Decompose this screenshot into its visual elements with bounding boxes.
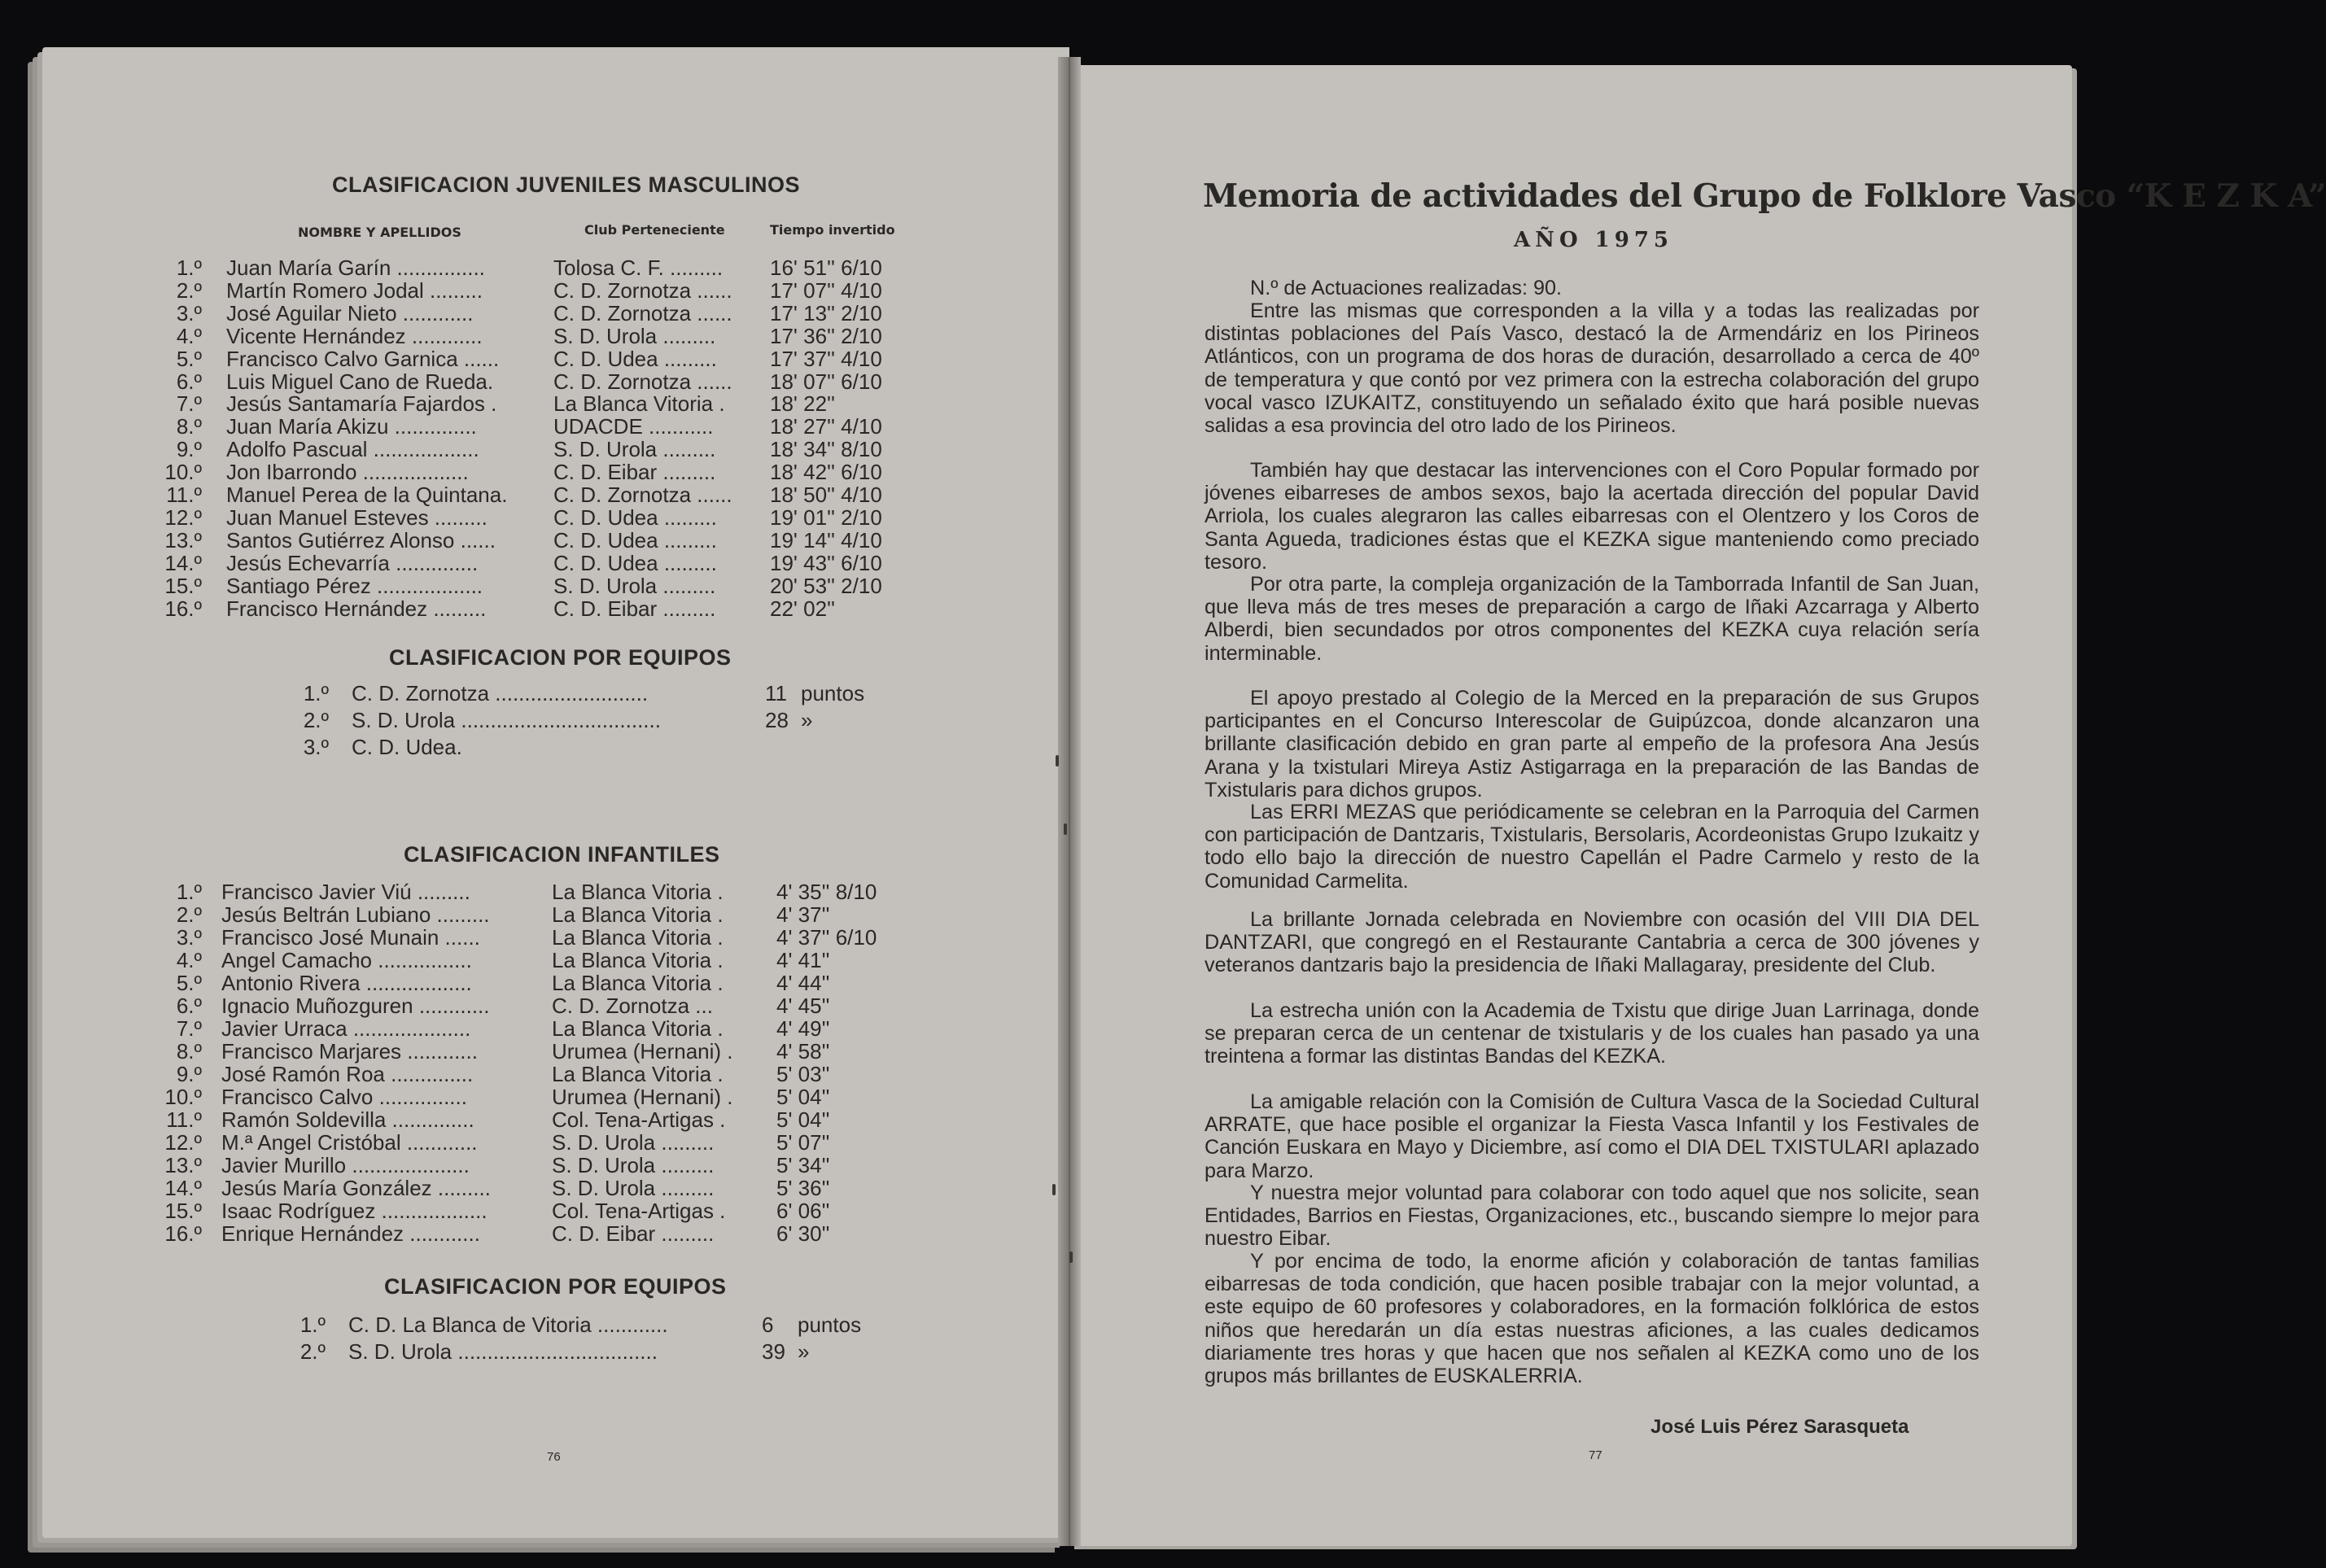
table-row bbox=[0, 415, 1058, 438]
table-row bbox=[0, 903, 1058, 926]
time-value: 18' 34'' 8/10 bbox=[770, 437, 882, 462]
athlete-name: Manuel Perea de la Quintana. bbox=[226, 483, 508, 507]
table-row bbox=[0, 972, 1058, 994]
table-row bbox=[0, 880, 1058, 903]
table-row bbox=[0, 1040, 1058, 1063]
author-signature: José Luis Pérez Sarasqueta bbox=[1650, 1416, 1909, 1438]
time-value: 6' 30'' bbox=[776, 1221, 830, 1246]
article-paragraph: El apoyo prestado al Colegio de la Merced en la preparación de sus Grupos participantes en el Concurso Interescolar de Guipúzcoa, donde alcanzaron una brillante clasificación debido en gran parte al empeño de la profesora Ana Jesús Arana y la txistulari Mireya Astiz Astigarraga en la preparación de las Bandas de Txistularis para dichos grupos. bbox=[1205, 687, 1979, 801]
table-row bbox=[0, 370, 1058, 393]
time-value: 17' 36'' 2/10 bbox=[770, 323, 882, 348]
club-name: La Blanca Vitoria . bbox=[552, 971, 724, 995]
athlete-name: Ramón Soldevilla .............. bbox=[221, 1107, 474, 1132]
athlete-name: José Ramón Roa .............. bbox=[221, 1062, 474, 1086]
table-row bbox=[0, 483, 1058, 506]
position: 5.º bbox=[176, 971, 202, 995]
time-value: 20' 53'' 2/10 bbox=[770, 573, 882, 598]
table-row bbox=[0, 1222, 1058, 1245]
table-row bbox=[0, 1177, 1058, 1199]
left-page-number: 76 bbox=[547, 1450, 561, 1464]
club-name: La Blanca Vitoria . bbox=[552, 880, 724, 904]
position: 3.º bbox=[176, 925, 202, 950]
time-value: 4' 45'' bbox=[776, 994, 830, 1018]
table-row bbox=[0, 1313, 1058, 1336]
position: 15.º bbox=[164, 1199, 202, 1223]
position: 12.º bbox=[164, 1130, 202, 1155]
club-name: C. D. Udea ......... bbox=[553, 527, 717, 553]
position: 3.º bbox=[303, 735, 329, 759]
article-paragraph: Por otra parte, la compleja organización de la Tamborrada Infantil de San Juan, que lleva más de tres meses de preparación a cargo de Iñaki Azcarraga y Alberto Alberdi, bien secundados por otros componentes del KEZKA cuya relación sería interminable. bbox=[1205, 573, 1979, 665]
club-name: C. D. Eibar ......... bbox=[552, 1221, 715, 1246]
table-row bbox=[0, 302, 1058, 325]
staple-mark bbox=[1056, 755, 1059, 767]
column-club-header: Club Perteneciente bbox=[584, 222, 725, 238]
column-time-header: Tiempo invertido bbox=[770, 222, 895, 238]
club-name: C. D. Eibar ......... bbox=[553, 460, 716, 485]
equipos-heading-1: CLASIFICACION POR EQUIPOS bbox=[389, 645, 732, 670]
club-name: UDACDE ........... bbox=[553, 414, 714, 439]
position: 15.º bbox=[164, 573, 202, 598]
position: 2.º bbox=[176, 277, 202, 303]
athlete-name: Isaac Rodríguez .................. bbox=[221, 1199, 487, 1223]
athlete-name: Francisco Marjares ............ bbox=[221, 1039, 478, 1064]
table-row bbox=[0, 1199, 1058, 1222]
position: 10.º bbox=[164, 1085, 202, 1109]
table-row bbox=[0, 552, 1058, 574]
article-year: AÑO 1975 bbox=[1514, 228, 1674, 252]
staple-mark bbox=[1052, 1184, 1056, 1195]
position: 1.º bbox=[176, 880, 202, 904]
athlete-name: Javier Murillo .................... bbox=[221, 1153, 470, 1177]
position: 11.º bbox=[166, 483, 202, 507]
club-name: S. D. Urola ......... bbox=[553, 323, 716, 348]
club-name: C. D. Udea ......... bbox=[553, 346, 717, 371]
book-spine bbox=[1058, 57, 1081, 1546]
position: 16.º bbox=[164, 1221, 202, 1246]
athlete-name: Juan María Garín ............... bbox=[226, 256, 485, 280]
club-name: S. D. Urola ......... bbox=[552, 1153, 715, 1177]
time-value: 18' 22'' bbox=[770, 391, 835, 417]
points-value: 39 bbox=[762, 1339, 785, 1364]
table-row bbox=[0, 438, 1058, 461]
position: 3.º bbox=[176, 300, 202, 325]
athlete-name: Adolfo Pascual .................. bbox=[226, 437, 479, 462]
article-paragraph: La brillante Jornada celebrada en Noviembre con ocasión del VIII DIA DEL DANTZARI, que congregó en el Restaurante Cantabria a cerca de 300 jóvenes y veteranos dantzaris bajo la presidencia de Iñaki Mallagaray, presidente del Club. bbox=[1205, 908, 1979, 977]
article-paragraph: Y por encima de todo, la enorme afición y colaboración de tantas familias eibarresas de toda condición, que hacen posible trabajar con la mejor voluntad, a este equipo de 60 profesores y colaboradores, en la formación folklórica de estos niños que heredarán un día estas nuestras aficiones, a las cuales dedicamos diariamente tres horas y que hacen que nos señalen al KEZKA como uno de los grupos más brillantes de EUSKALERRIA. bbox=[1205, 1250, 1979, 1388]
club-name: C. D. Eibar ......... bbox=[553, 596, 716, 621]
club-name: C. D. Udea ......... bbox=[553, 550, 717, 575]
club-name: Col. Tena-Artigas . bbox=[552, 1107, 726, 1132]
club-name: La Blanca Vitoria . bbox=[552, 1016, 724, 1041]
right-page-number: 77 bbox=[1589, 1448, 1602, 1462]
athlete-name: Enrique Hernández ............ bbox=[221, 1221, 480, 1246]
time-value: 5' 34'' bbox=[776, 1153, 830, 1177]
position: 11.º bbox=[166, 1107, 202, 1132]
infantiles-heading: CLASIFICACION INFANTILES bbox=[404, 842, 720, 867]
club-name: C. D. Zornotza ...... bbox=[553, 300, 732, 325]
table-row bbox=[0, 392, 1058, 415]
athlete-name: Angel Camacho ................ bbox=[221, 948, 472, 972]
table-row bbox=[0, 1017, 1058, 1040]
time-value: 4' 58'' bbox=[776, 1039, 830, 1064]
table-row bbox=[0, 709, 1058, 732]
table-row bbox=[0, 597, 1058, 620]
time-value: 17' 37'' 4/10 bbox=[770, 346, 882, 371]
position: 13.º bbox=[164, 1153, 202, 1177]
position: 5.º bbox=[176, 346, 202, 371]
position: 2.º bbox=[299, 1339, 326, 1364]
position: 2.º bbox=[176, 902, 202, 927]
club-name: C. D. Zornotza ...... bbox=[553, 369, 732, 394]
club-name: La Blanca Vitoria . bbox=[552, 1062, 724, 1086]
article-paragraph: También hay que destacar las intervenciones con el Coro Popular formado por jóvenes eibarreses de ambos sexos, bajo la acertada dirección del popular David Arriola, los cuales alegraron las calles eibarresas con el Olentzero y los Coros de Santa Agueda, tradiciones éstas que el KEZKA sigue manteniendo como preciado tesoro. bbox=[1205, 459, 1979, 574]
table-row bbox=[0, 1108, 1058, 1131]
time-value: 18' 07'' 6/10 bbox=[770, 369, 882, 394]
time-value: 5' 04'' bbox=[776, 1107, 830, 1132]
table-row bbox=[0, 256, 1058, 279]
table-row bbox=[0, 682, 1058, 705]
athlete-name: Luis Miguel Cano de Rueda. bbox=[226, 369, 494, 394]
table-row bbox=[0, 347, 1058, 370]
team-name: C. D. Udea. bbox=[352, 735, 462, 759]
staple-mark bbox=[1064, 823, 1067, 835]
time-value: 4' 44'' bbox=[776, 971, 830, 995]
article-paragraph: Entre las mismas que corresponden a la villa y a todas las realizadas por distintas poblaciones del País Vasco, destacó la de Armendáriz en los Pirineos Atlánticos, con un programa de dos horas de duración, desarrollado a cerca de 40º de temperatura y que contó por vez primera con la estrecha colaboración del grupo vocal vasco IZUKAITZ, constituyendo un señalado éxito que hará posible nuevas salidas a esa provincia del otro lado de los Pirineos. bbox=[1205, 299, 1979, 438]
athlete-name: Jesús María González ......... bbox=[221, 1176, 491, 1200]
time-value: 17' 13'' 2/10 bbox=[770, 300, 882, 325]
club-name: Urumea (Hernani) . bbox=[552, 1085, 733, 1109]
points-unit: puntos bbox=[801, 681, 865, 705]
time-value: 4' 37'' 6/10 bbox=[776, 925, 877, 950]
article-paragraph: La estrecha unión con la Academia de Txistu que dirige Juan Larrinaga, donde se preparan cerca de un centenar de txistularis y de los cuales han pasado ya una treintena a formar las distintas Bandas del KEZKA. bbox=[1205, 999, 1979, 1068]
staple-mark bbox=[1069, 1251, 1073, 1263]
athlete-name: Martín Romero Jodal ......... bbox=[226, 277, 483, 303]
position: 16.º bbox=[164, 596, 202, 621]
position: 4.º bbox=[176, 948, 202, 972]
article-paragraph: N.º de Actuaciones realizadas: 90. bbox=[1250, 277, 1563, 299]
time-value: 4' 37'' bbox=[776, 902, 830, 927]
club-name: La Blanca Vitoria . bbox=[552, 902, 724, 927]
points-unit: » bbox=[798, 1339, 810, 1364]
time-value: 4' 49'' bbox=[776, 1016, 830, 1041]
athlete-name: Antonio Rivera .................. bbox=[221, 971, 472, 995]
table-row bbox=[0, 994, 1058, 1017]
position: 1.º bbox=[176, 256, 202, 280]
table-row bbox=[0, 506, 1058, 529]
athlete-name: M.ª Angel Cristóbal ............ bbox=[221, 1130, 478, 1155]
position: 10.º bbox=[164, 460, 202, 485]
table-row bbox=[0, 1340, 1058, 1363]
points-value: 28 bbox=[765, 708, 789, 732]
athlete-name: Francisco Calvo Garnica ...... bbox=[226, 346, 500, 371]
table-row bbox=[0, 1085, 1058, 1108]
table-row bbox=[0, 461, 1058, 483]
time-value: 4' 41'' bbox=[776, 948, 830, 972]
table-row bbox=[0, 1131, 1058, 1154]
column-name-header: NOMBRE Y APELLIDOS bbox=[298, 225, 461, 240]
athlete-name: Francisco José Munain ...... bbox=[221, 925, 480, 950]
team-name: S. D. Urola .................................. bbox=[348, 1339, 658, 1364]
club-name: La Blanca Vitoria . bbox=[552, 948, 724, 972]
position: 13.º bbox=[164, 527, 202, 553]
table-row bbox=[0, 529, 1058, 552]
athlete-name: Vicente Hernández ............ bbox=[226, 323, 483, 348]
athlete-name: Francisco Javier Viú ......... bbox=[221, 880, 470, 904]
athlete-name: Juan María Akizu .............. bbox=[226, 414, 477, 439]
athlete-name: Francisco Hernández ......... bbox=[226, 596, 487, 621]
position: 12.º bbox=[164, 504, 202, 530]
time-value: 5' 36'' bbox=[776, 1176, 830, 1200]
points-unit: » bbox=[801, 708, 813, 732]
table-row bbox=[0, 279, 1058, 302]
club-name: C. D. Zornotza ... bbox=[552, 994, 713, 1018]
article-title: Memoria de actividades del Grupo de Folklore Vasco “K E Z K A” bbox=[1203, 177, 2326, 215]
time-value: 19' 43'' 6/10 bbox=[770, 550, 882, 575]
time-value: 18' 27'' 4/10 bbox=[770, 414, 882, 439]
position: 7.º bbox=[176, 391, 202, 417]
time-value: 17' 07'' 4/10 bbox=[770, 277, 882, 303]
position: 8.º bbox=[176, 414, 202, 439]
team-name: C. D. Zornotza .......................... bbox=[352, 681, 649, 705]
table-row bbox=[0, 736, 1058, 758]
athlete-name: Santos Gutiérrez Alonso ...... bbox=[226, 527, 496, 553]
position: 8.º bbox=[176, 1039, 202, 1064]
time-value: 5' 04'' bbox=[776, 1085, 830, 1109]
club-name: C. D. Zornotza ...... bbox=[553, 277, 732, 303]
equipos-heading-2: CLASIFICACION POR EQUIPOS bbox=[384, 1274, 727, 1299]
club-name: S. D. Urola ......... bbox=[553, 573, 716, 598]
club-name: Col. Tena-Artigas . bbox=[552, 1199, 726, 1223]
table-row bbox=[0, 1063, 1058, 1085]
athlete-name: Javier Urraca .................... bbox=[221, 1016, 471, 1041]
position: 7.º bbox=[176, 1016, 202, 1041]
athlete-name: Jon Ibarrondo .................. bbox=[226, 460, 469, 485]
table-row bbox=[0, 325, 1058, 347]
time-value: 4' 35'' 8/10 bbox=[776, 880, 877, 904]
team-name: S. D. Urola .................................. bbox=[352, 708, 661, 732]
athlete-name: Francisco Calvo ............... bbox=[221, 1085, 467, 1109]
time-value: 19' 14'' 4/10 bbox=[770, 527, 882, 553]
article-paragraph: Y nuestra mejor voluntad para colaborar con todo aquel que nos solicite, sean Entidades, Barrios en Fiestas, Organizaciones, etc., buscando siempre lo mejor para nuestro Eibar. bbox=[1205, 1181, 1979, 1251]
position: 9.º bbox=[176, 1062, 202, 1086]
position: 2.º bbox=[303, 708, 329, 732]
position: 6.º bbox=[176, 369, 202, 394]
time-value: 6' 06'' bbox=[776, 1199, 830, 1223]
club-name: Urumea (Hernani) . bbox=[552, 1039, 733, 1064]
table-row bbox=[0, 926, 1058, 949]
table-row bbox=[0, 574, 1058, 597]
athlete-name: Ignacio Muñozguren ............ bbox=[221, 994, 490, 1018]
juveniles-heading: CLASIFICACION JUVENILES MASCULINOS bbox=[332, 173, 801, 197]
athlete-name: Jesús Echevarría .............. bbox=[226, 550, 479, 575]
position: 4.º bbox=[176, 323, 202, 348]
position: 14.º bbox=[164, 550, 202, 575]
time-value: 18' 42'' 6/10 bbox=[770, 460, 882, 485]
position: 1.º bbox=[299, 1312, 326, 1337]
athlete-name: Jesús Santamaría Fajardos . bbox=[226, 391, 497, 417]
points-value: 11 bbox=[765, 681, 787, 705]
table-row bbox=[0, 949, 1058, 972]
article-paragraph: Las ERRI MEZAS que periódicamente se celebran en la Parroquia del Carmen con participación de Dantzaris, Txistularis, Bersolaris, Acordeonistas Grupo Izukaitz y todo ello bajo la dirección de nuestro Capellán el Padre Carmelo y resto de la Comunidad Carmelita. bbox=[1205, 801, 1979, 893]
time-value: 18' 50'' 4/10 bbox=[770, 483, 882, 507]
points-value: 6 bbox=[762, 1312, 774, 1337]
club-name: S. D. Urola ......... bbox=[552, 1130, 715, 1155]
points-unit: puntos bbox=[798, 1312, 862, 1337]
time-value: 16' 51'' 6/10 bbox=[770, 256, 882, 280]
position: 9.º bbox=[176, 437, 202, 462]
club-name: La Blanca Vitoria . bbox=[553, 391, 725, 417]
time-value: 22' 02'' bbox=[770, 596, 835, 621]
club-name: S. D. Urola ......... bbox=[552, 1176, 715, 1200]
article-paragraph: La amigable relación con la Comisión de Cultura Vasca de la Sociedad Cultural ARRATE, que hace posible el organizar la Fiesta Vasca Infantil y los Festivales de Canción Euskara en Mayo y Diciembre, así como el DIA DEL TXISTULARI aplazado para Marzo. bbox=[1205, 1090, 1979, 1182]
club-name: Tolosa C. F. ......... bbox=[553, 256, 724, 280]
time-value: 5' 03'' bbox=[776, 1062, 830, 1086]
time-value: 19' 01'' 2/10 bbox=[770, 504, 882, 530]
athlete-name: Santiago Pérez .................. bbox=[226, 573, 483, 598]
team-name: C. D. La Blanca de Vitoria ............ bbox=[348, 1312, 668, 1337]
athlete-name: Jesús Beltrán Lubiano ......... bbox=[221, 902, 490, 927]
club-name: C. D. Udea ......... bbox=[553, 504, 717, 530]
athlete-name: Juan Manuel Esteves ......... bbox=[226, 504, 487, 530]
athlete-name: José Aguilar Nieto ............ bbox=[226, 300, 474, 325]
position: 6.º bbox=[176, 994, 202, 1018]
club-name: S. D. Urola ......... bbox=[553, 437, 716, 462]
club-name: C. D. Zornotza ...... bbox=[553, 483, 732, 507]
time-value: 5' 07'' bbox=[776, 1130, 830, 1155]
table-row bbox=[0, 1154, 1058, 1177]
club-name: La Blanca Vitoria . bbox=[552, 925, 724, 950]
position: 14.º bbox=[164, 1176, 202, 1200]
position: 1.º bbox=[303, 681, 329, 705]
